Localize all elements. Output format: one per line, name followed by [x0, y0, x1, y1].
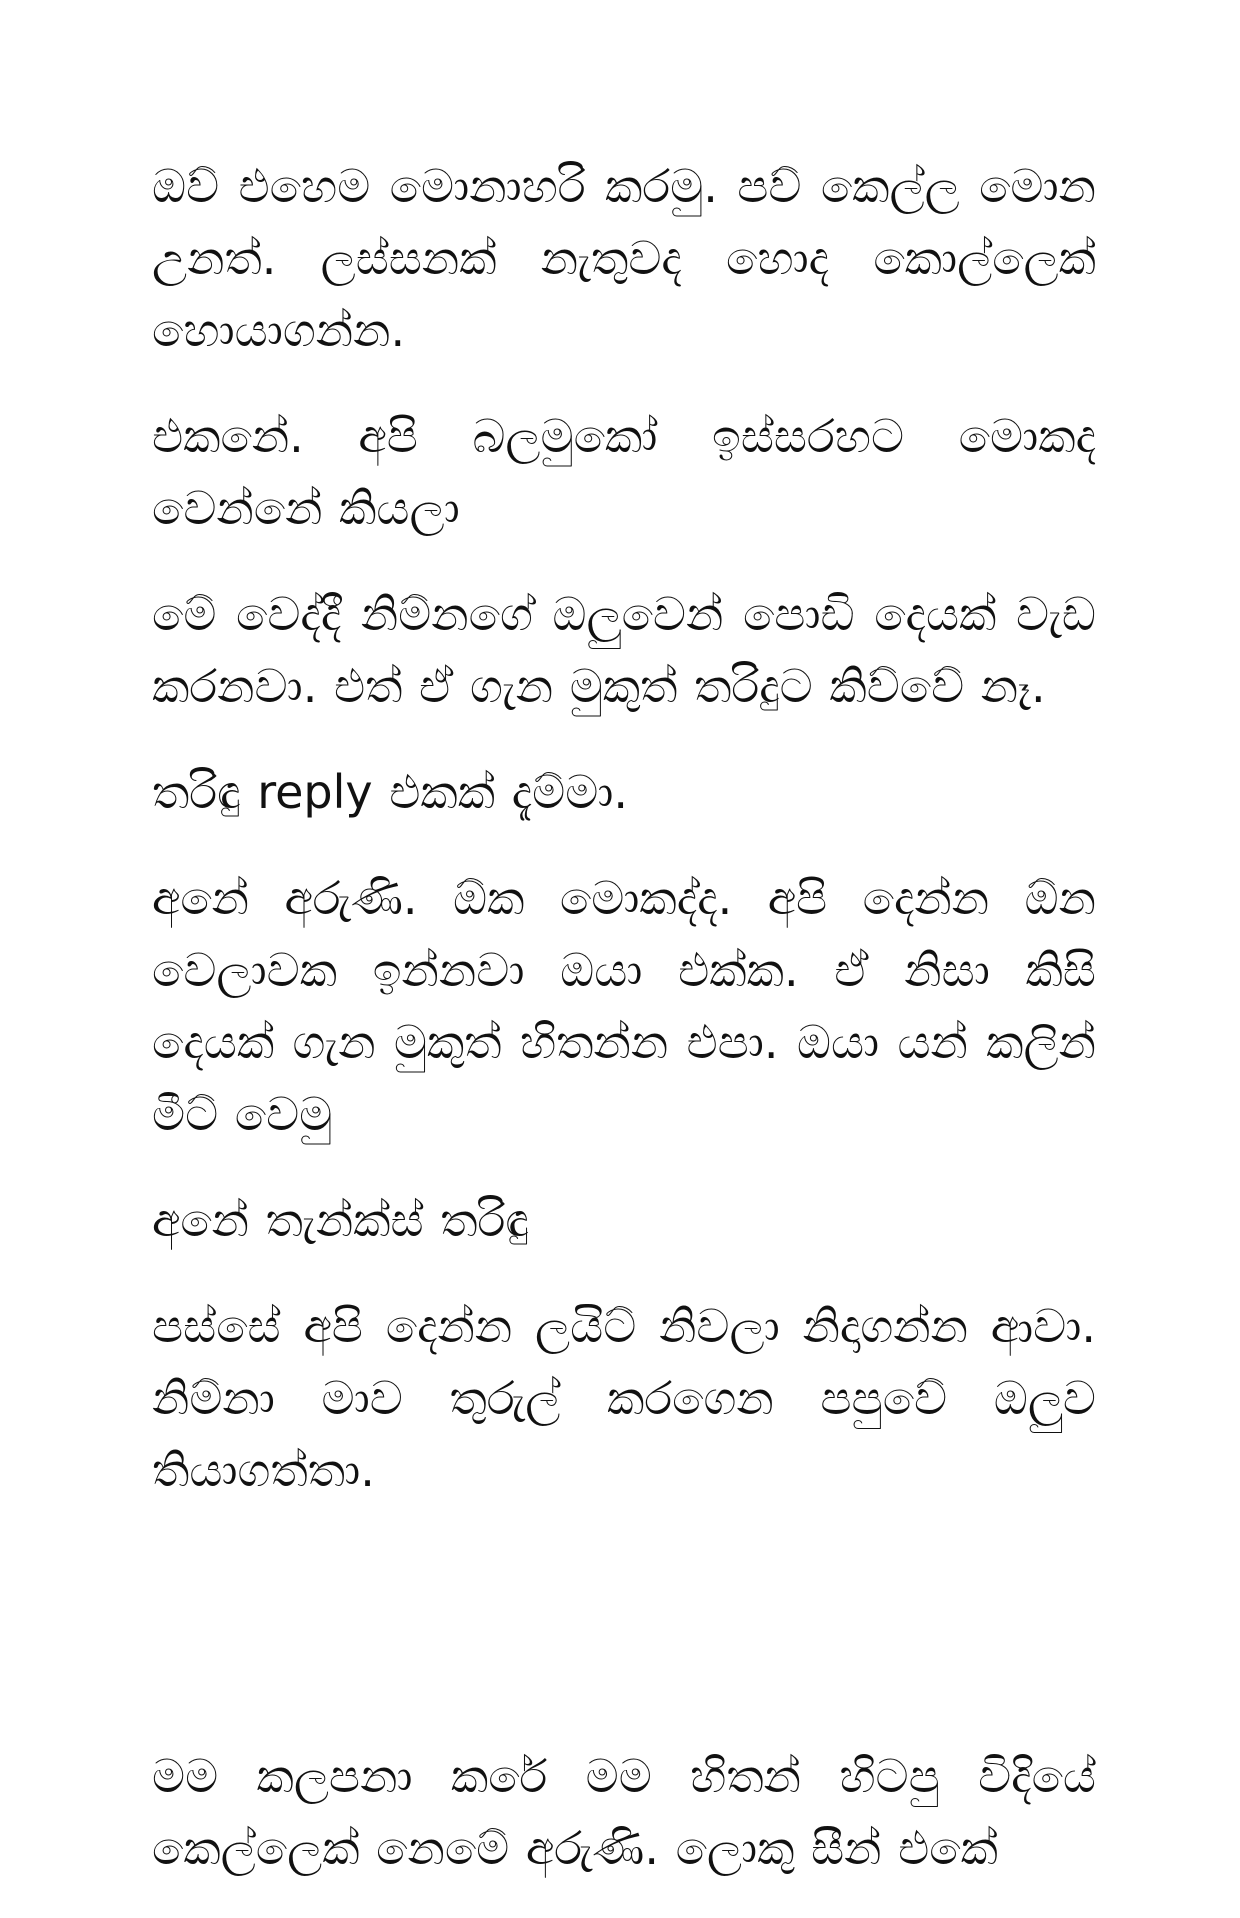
paragraph-5: අනේ අරුණි. ඕක මොකද්ද. අපි දෙන්න ඕන වෙලාවක ඉන්නවා ඔයා එක්ක. ඒ නිසා කිසි දෙයක් ගැන මුකුත් හිතන්න එපා. ඔයා යන් කලින් මීට් වෙමු: [152, 871, 1096, 1141]
paragraph-1: ඔව් එහෙම මොනාහරි කරමු. පව් කෙල්ල මොන උනත්. ලස්සනක් නැතුවද හොද කොල්ලෙක් හොයාගන්න.: [152, 159, 1096, 357]
paragraph-3: මේ වෙද්දී නිම්නගේ ඔලුවෙන් පොඩි දෙයක් වැඩ කරනවා. එත් ඒ ගැන මුකුත් තරිදුට කිව්වේ නෑ.: [152, 587, 1096, 713]
paragraph-8: මම කලපනා කරේ මම හිතන් හිටපු විදියේ කෙල්ලෙක් නෙමේ අරුණි. ලොකු සීන් එකේ: [152, 1749, 1096, 1875]
paragraph-6: අනේ තැන්ක්ස් තරිඳු: [152, 1193, 529, 1247]
paragraph-2: එකනේ. අපි බලමුකෝ ඉස්සරහට මොකද වෙන්නේ කියලා: [152, 409, 1096, 535]
section-gap: [152, 1540, 1096, 1740]
paragraph-7: පස්සේ අපි දෙන්න ලයිට් නිවලා නිදාගන්න ආවා. නිම්නා මාව තුරුල් කරගෙන පපුවේ ඔලුව තියාගත්තා.: [152, 1299, 1096, 1497]
document-body: [152, 150, 1096, 1918]
paragraph-4: තරිඳු reply එකක් දැම්මා.: [152, 765, 629, 819]
